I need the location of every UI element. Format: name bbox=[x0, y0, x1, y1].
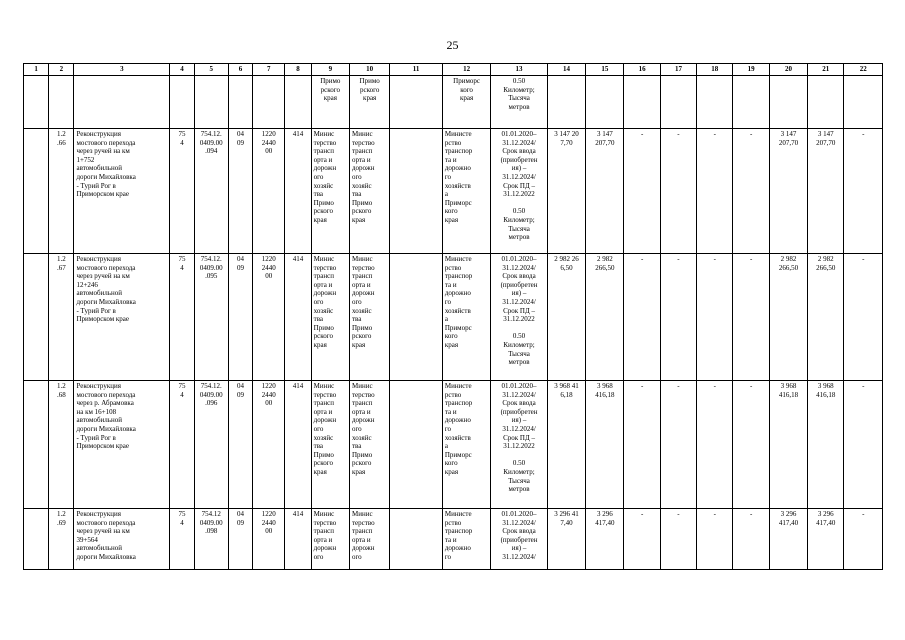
table-cell: 754.12. 0409.00 .094 bbox=[194, 129, 228, 254]
table-cell bbox=[74, 76, 170, 129]
table-cell: 3 147 207,70 bbox=[769, 129, 807, 254]
table-cell: - bbox=[624, 381, 660, 509]
table-cell: 3 968 416,18 bbox=[808, 381, 844, 509]
col-header: 21 bbox=[808, 64, 844, 76]
table-cell: 3 147 207,70 bbox=[808, 129, 844, 254]
table-cell: - bbox=[697, 381, 733, 509]
table-cell: Минис терство трансп орта и дорожн ого bbox=[349, 509, 389, 570]
table-cell: 0.50 Километр; Тысяча метров bbox=[491, 76, 548, 129]
table-cell: Минис терство трансп орта и дорожн ого хозяйс тва Примо рского края bbox=[349, 129, 389, 254]
table-cell: 1220 2440 00 bbox=[253, 129, 285, 254]
col-header: 13 bbox=[491, 64, 548, 76]
table-cell: - bbox=[697, 129, 733, 254]
col-header: 17 bbox=[660, 64, 696, 76]
table-cell: 754.12 0409.00 .098 bbox=[194, 509, 228, 570]
table-cell: - bbox=[844, 381, 883, 509]
table-cell: 1220 2440 00 bbox=[253, 509, 285, 570]
table-cell bbox=[24, 76, 49, 129]
table-cell bbox=[285, 76, 311, 129]
table-row bbox=[24, 381, 883, 509]
table-cell: 3 296 417,40 bbox=[586, 509, 624, 570]
table-cell: 01.01.2020– 31.12.2024/ Срок ввода (приобретен ия) – 31.12.2024/ bbox=[491, 509, 548, 570]
col-header: 4 bbox=[170, 64, 194, 76]
table-cell: - bbox=[844, 254, 883, 381]
table-cell: 04 09 bbox=[228, 254, 252, 381]
table-cell: 3 968 41 6,18 bbox=[547, 381, 585, 509]
table-cell: 04 09 bbox=[228, 129, 252, 254]
table-cell: Минис терство трансп орта и дорожн ого хозяйс тва Примо рского края bbox=[349, 381, 389, 509]
table-cell: - bbox=[844, 129, 883, 254]
table-cell: 75 4 bbox=[170, 254, 194, 381]
table-cell: 2 982 26 6,50 bbox=[547, 254, 585, 381]
table-row bbox=[24, 509, 883, 570]
table-cell bbox=[390, 254, 442, 381]
table-cell bbox=[586, 76, 624, 129]
table-row bbox=[24, 254, 883, 381]
table-cell: 1220 2440 00 bbox=[253, 381, 285, 509]
header-row bbox=[24, 64, 883, 76]
table-cell bbox=[624, 76, 660, 129]
table-cell bbox=[697, 76, 733, 129]
table-cell: - bbox=[660, 381, 696, 509]
table-cell: Примо рского края bbox=[349, 76, 389, 129]
object-name: Реконструкция мостового перехода через ручей на км 1+752 автомобильной дороги Михайловка - Турий Рог в Приморском крае bbox=[74, 129, 170, 254]
table-cell: 3 296 417,40 bbox=[808, 509, 844, 570]
investment-table bbox=[23, 63, 883, 570]
table-cell: 2 982 266,50 bbox=[808, 254, 844, 381]
object-name: Реконструкция мостового перехода через р. Абрамовка на км 16+108 автомобильной дороги Михайловка - Турий Рог в Приморском крае bbox=[74, 381, 170, 509]
table-cell: Минис терство трансп орта и дорожн ого хозяйс тва Примо рского края bbox=[349, 254, 389, 381]
col-header: 2 bbox=[49, 64, 74, 76]
table-cell: 754.12. 0409.00 .096 bbox=[194, 381, 228, 509]
table-cell: 04 09 bbox=[228, 509, 252, 570]
table-cell bbox=[390, 381, 442, 509]
table-cell: Приморс кого края bbox=[442, 76, 490, 129]
table-cell: - bbox=[844, 509, 883, 570]
table-cell bbox=[194, 76, 228, 129]
table-cell: - bbox=[660, 254, 696, 381]
col-header: 19 bbox=[733, 64, 769, 76]
table-cell: 75 4 bbox=[170, 129, 194, 254]
col-header: 10 bbox=[349, 64, 389, 76]
table-cell: Министе рство транспор та и дорожно го хозяйств а Приморс кого края bbox=[442, 254, 490, 381]
table-cell: - bbox=[697, 509, 733, 570]
object-name: Реконструкция мостового перехода через ручей на км 39+564 автомобильной дороги Михайловка bbox=[74, 509, 170, 570]
table-cell: 414 bbox=[285, 381, 311, 509]
col-header: 20 bbox=[769, 64, 807, 76]
table-cell: 3 968 416,18 bbox=[769, 381, 807, 509]
table-cell: Министе рство транспор та и дорожно го хозяйств а Приморс кого края bbox=[442, 381, 490, 509]
table-row bbox=[24, 129, 883, 254]
table-cell: - bbox=[660, 509, 696, 570]
col-header: 6 bbox=[228, 64, 252, 76]
col-header: 5 bbox=[194, 64, 228, 76]
table-cell bbox=[547, 76, 585, 129]
col-header: 9 bbox=[311, 64, 349, 76]
table-cell: 414 bbox=[285, 254, 311, 381]
table-cell: Минис терство трансп орта и дорожн ого bbox=[311, 509, 349, 570]
table-cell bbox=[733, 76, 769, 129]
table-cell: Минис терство трансп орта и дорожн ого хозяйс тва Примо рского края bbox=[311, 129, 349, 254]
row-number: 1.2 .68 bbox=[49, 381, 74, 509]
table-cell bbox=[390, 129, 442, 254]
table-cell: 754.12. 0409.00 .095 bbox=[194, 254, 228, 381]
table-cell bbox=[390, 76, 442, 129]
col-header: 3 bbox=[74, 64, 170, 76]
table-cell bbox=[769, 76, 807, 129]
table-cell: 01.01.2020– 31.12.2024/ Срок ввода (приобретен ия) – 31.12.2024/ Срок ПД – 31.12.2022 0.50 Километр; Тысяча метров bbox=[491, 129, 548, 254]
table-cell: - bbox=[733, 254, 769, 381]
table-cell bbox=[390, 509, 442, 570]
col-header: 12 bbox=[442, 64, 490, 76]
table-cell: 3 296 417,40 bbox=[769, 509, 807, 570]
table-cell: Примо рского края bbox=[311, 76, 349, 129]
col-header: 18 bbox=[697, 64, 733, 76]
table-cell bbox=[24, 509, 49, 570]
table-cell: 3 147 20 7,70 bbox=[547, 129, 585, 254]
table-cell bbox=[808, 76, 844, 129]
table-cell: 75 4 bbox=[170, 381, 194, 509]
col-header: 1 bbox=[24, 64, 49, 76]
table-cell bbox=[24, 381, 49, 509]
table-cell: 1220 2440 00 bbox=[253, 254, 285, 381]
table-cell: 04 09 bbox=[228, 381, 252, 509]
table-cell: Министе рство транспор та и дорожно го хозяйств а Приморс кого края bbox=[442, 129, 490, 254]
table-row-continuation bbox=[24, 76, 883, 129]
row-number: 1.2 .67 bbox=[49, 254, 74, 381]
table-cell bbox=[228, 76, 252, 129]
col-header: 15 bbox=[586, 64, 624, 76]
table-cell bbox=[24, 254, 49, 381]
col-header: 7 bbox=[253, 64, 285, 76]
table-cell bbox=[24, 129, 49, 254]
table-cell: 2 982 266,50 bbox=[769, 254, 807, 381]
table-cell: 3 968 416,18 bbox=[586, 381, 624, 509]
table-cell bbox=[170, 76, 194, 129]
col-header: 8 bbox=[285, 64, 311, 76]
table-cell: - bbox=[624, 129, 660, 254]
table-cell: 3 147 207,70 bbox=[586, 129, 624, 254]
table-cell: 414 bbox=[285, 509, 311, 570]
table-cell: 75 4 bbox=[170, 509, 194, 570]
table-cell: - bbox=[733, 509, 769, 570]
table-cell: 01.01.2020– 31.12.2024/ Срок ввода (приобретен ия) – 31.12.2024/ Срок ПД – 31.12.2022 0.50 Километр; Тысяча метров bbox=[491, 381, 548, 509]
table-cell: - bbox=[697, 254, 733, 381]
table-cell bbox=[49, 76, 74, 129]
object-name: Реконструкция мостового перехода через ручей на км 12+246 автомобильной дороги Михайловка - Турий Рог в Приморском крае bbox=[74, 254, 170, 381]
table-cell bbox=[253, 76, 285, 129]
table-cell: Минис терство трансп орта и дорожн ого хозяйс тва Примо рского края bbox=[311, 381, 349, 509]
page-number: 25 bbox=[446, 38, 459, 52]
table-cell: - bbox=[624, 254, 660, 381]
table-cell: 2 982 266,50 bbox=[586, 254, 624, 381]
table-cell: Минис терство трансп орта и дорожн ого хозяйс тва Примо рского края bbox=[311, 254, 349, 381]
table-cell bbox=[844, 76, 883, 129]
table-cell: Министе рство транспор та и дорожно го bbox=[442, 509, 490, 570]
table-cell: - bbox=[660, 129, 696, 254]
table-cell: - bbox=[733, 381, 769, 509]
table-cell: - bbox=[624, 509, 660, 570]
table-cell: 3 296 41 7,40 bbox=[547, 509, 585, 570]
table-cell: - bbox=[733, 129, 769, 254]
col-header: 11 bbox=[390, 64, 442, 76]
col-header: 14 bbox=[547, 64, 585, 76]
col-header: 16 bbox=[624, 64, 660, 76]
table-cell: 414 bbox=[285, 129, 311, 254]
row-number: 1.2 .66 bbox=[49, 129, 74, 254]
col-header: 22 bbox=[844, 64, 883, 76]
table-cell bbox=[660, 76, 696, 129]
table-cell: 01.01.2020– 31.12.2024/ Срок ввода (приобретен ия) – 31.12.2024/ Срок ПД – 31.12.2022 0.50 Километр; Тысяча метров bbox=[491, 254, 548, 381]
row-number: 1.2 .69 bbox=[49, 509, 74, 570]
